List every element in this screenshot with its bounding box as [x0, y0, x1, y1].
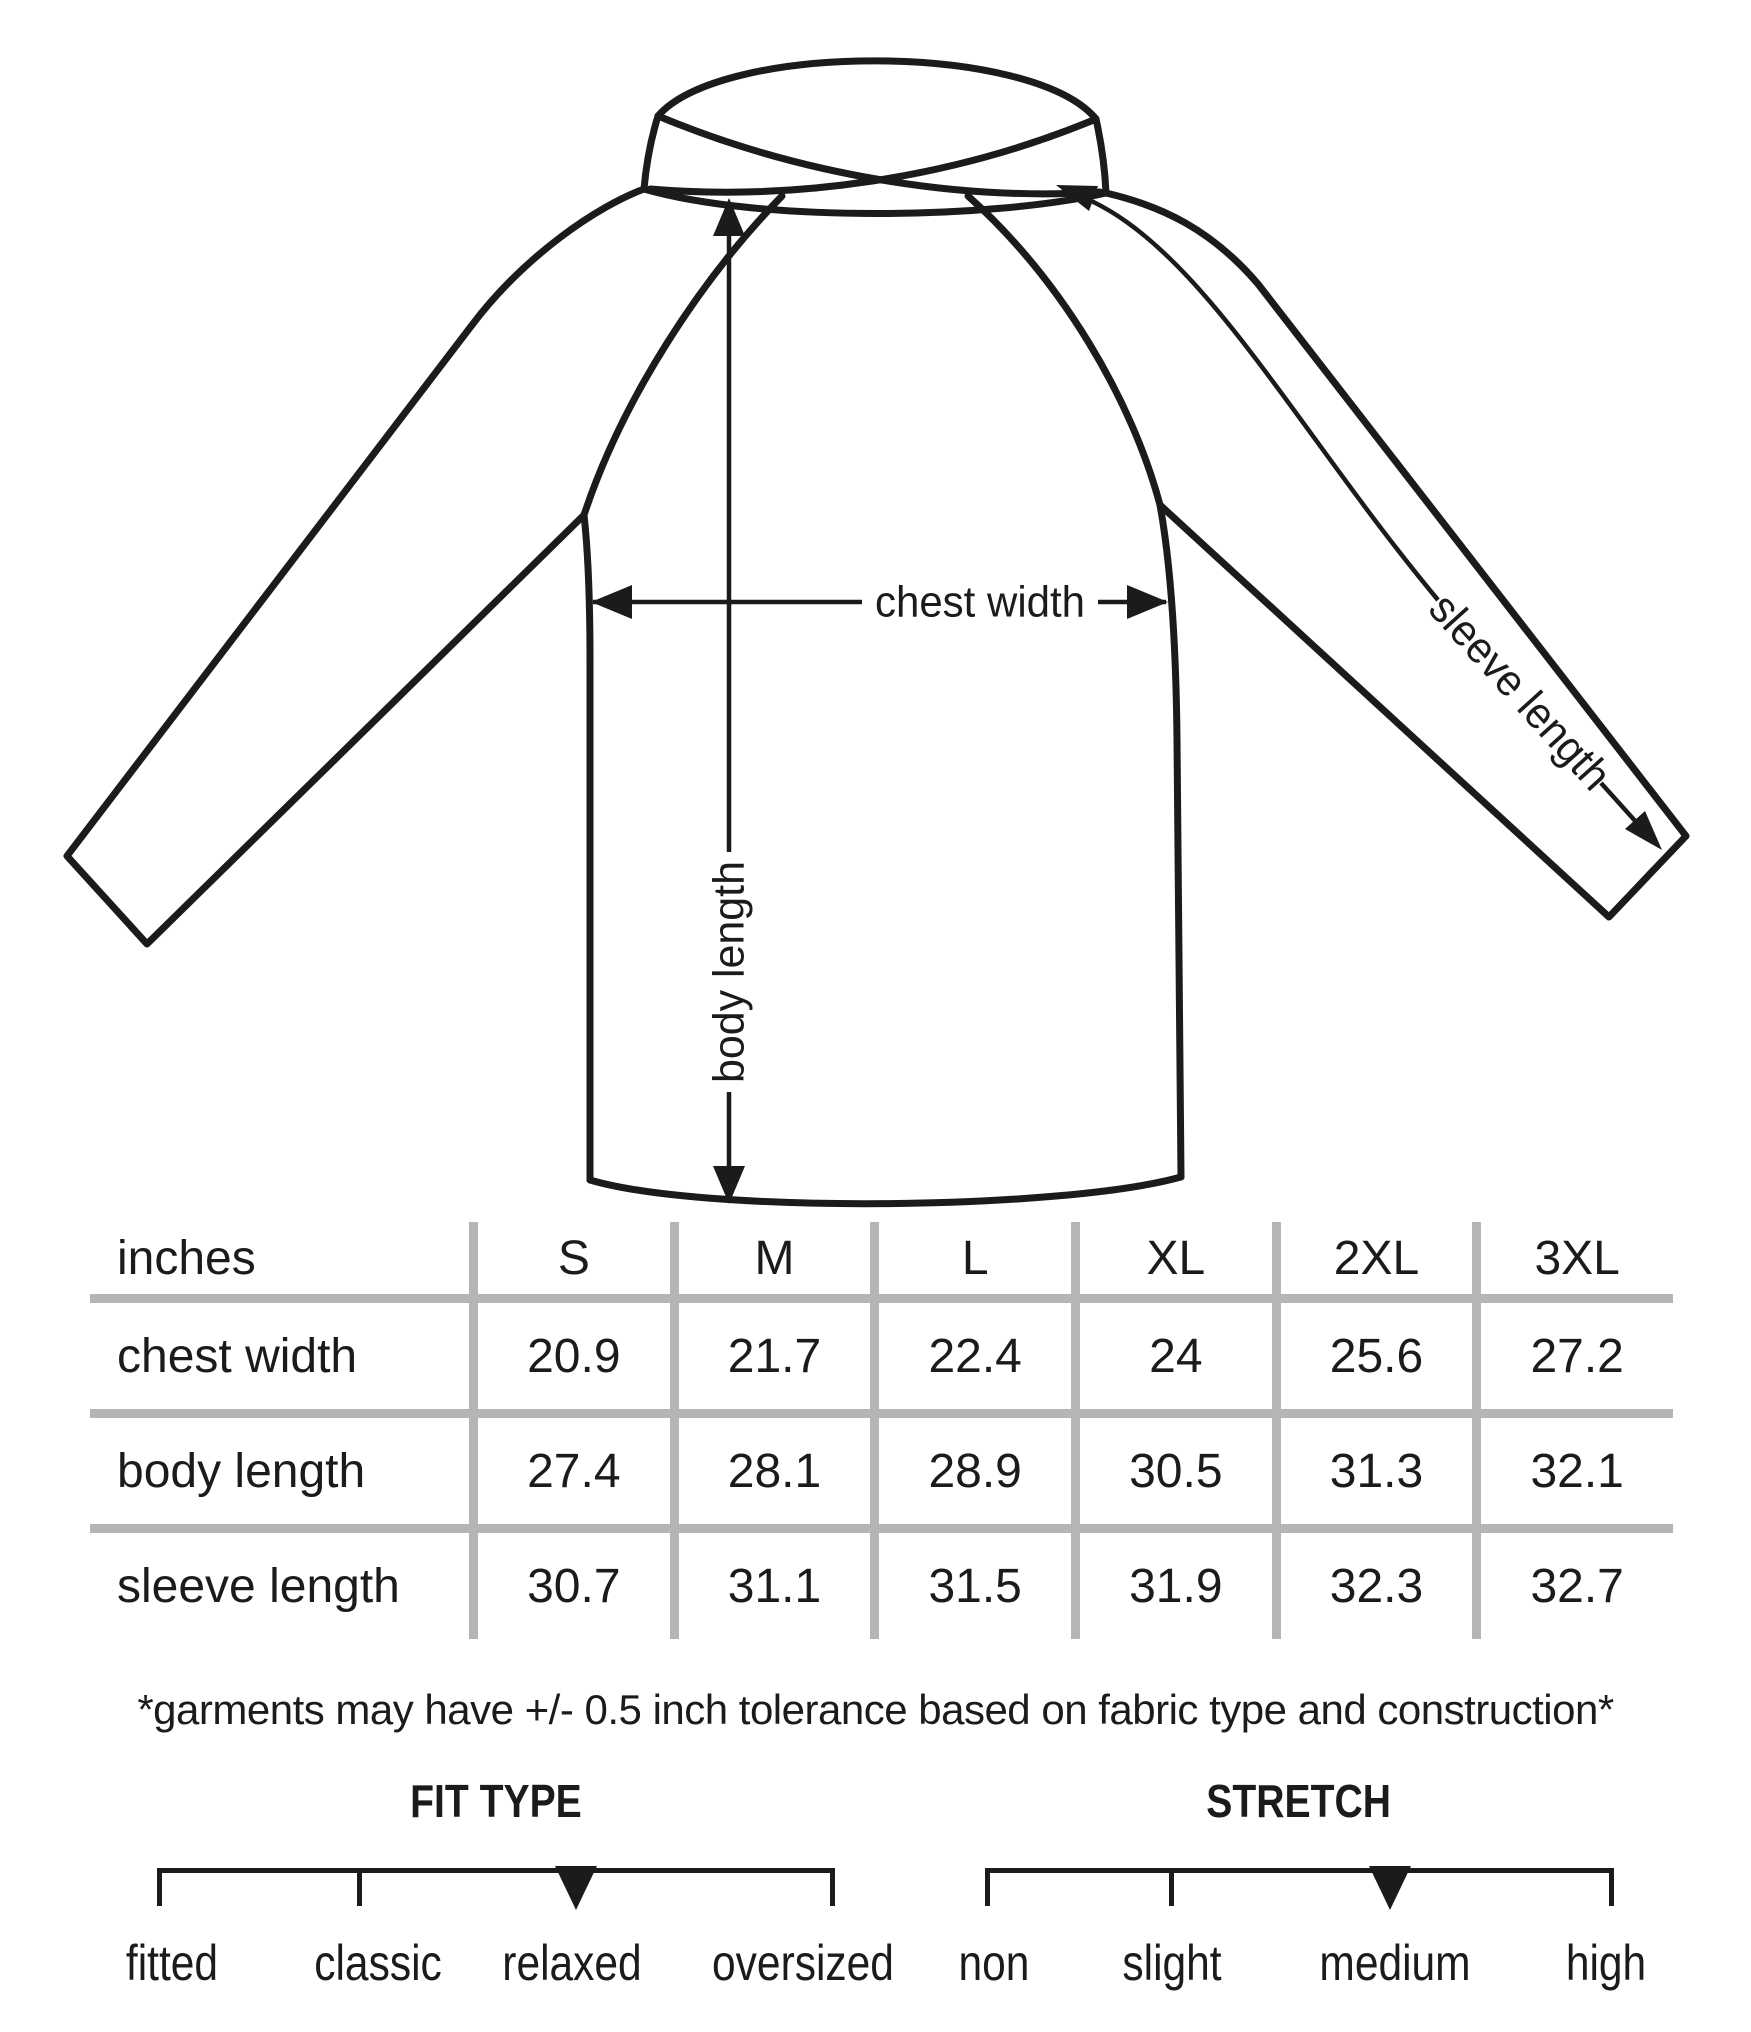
- option-text: high: [1565, 1935, 1647, 1991]
- fit-type-option-oversized: [696, 1934, 910, 1992]
- fit-type-tick-classic: [357, 1868, 362, 1906]
- chest-arrowhead-left: [591, 585, 632, 619]
- stretch-title: [1099, 1774, 1499, 1828]
- col-header-text: 3XL: [1534, 1231, 1620, 1285]
- cell-value: 28.9: [928, 1444, 1022, 1498]
- row-label-text: chest width: [117, 1329, 358, 1383]
- col-header-m: [670, 1222, 871, 1294]
- cell-value: 28.1: [727, 1444, 822, 1498]
- table-cell: [670, 1294, 871, 1409]
- table-cell: [870, 1294, 1071, 1409]
- table-cell: [469, 1409, 670, 1524]
- cell-value: 31.9: [1129, 1559, 1223, 1613]
- cell-value: 20.9: [527, 1329, 621, 1383]
- option-text: fitted: [125, 1935, 219, 1991]
- stretch-option-medium: [1306, 1934, 1484, 1992]
- raglan-seam-right: [968, 196, 1160, 505]
- chest-arrowhead-right: [1127, 585, 1168, 619]
- stretch-option-high: [1559, 1934, 1654, 1992]
- raglan-seam-left: [584, 196, 782, 515]
- table-cell: [1071, 1524, 1272, 1639]
- table-cell: [1272, 1524, 1473, 1639]
- stretch-title-text: STRETCH: [1206, 1775, 1392, 1827]
- cell-value: 31.1: [727, 1559, 822, 1613]
- size-table: [90, 1222, 1673, 1639]
- body-left-edge: [584, 515, 590, 1180]
- row-label-sleeve-length: [90, 1524, 469, 1639]
- left-sleeve: [67, 189, 644, 944]
- fit-type-option-relaxed: [490, 1934, 654, 1992]
- hood-drape-right: [650, 119, 1096, 192]
- hood-top-arc: [658, 61, 1096, 119]
- cell-value: 21.7: [727, 1329, 822, 1383]
- col-header-2xl: [1272, 1222, 1473, 1294]
- col-header-text: S: [557, 1231, 590, 1285]
- hood-right-edge: [1096, 119, 1106, 193]
- cell-value: 30.5: [1129, 1444, 1223, 1498]
- right-sleeve: [1106, 193, 1686, 917]
- table-unit-header: [90, 1222, 469, 1294]
- cell-value: 32.3: [1329, 1559, 1424, 1613]
- col-header-text: L: [961, 1231, 989, 1285]
- col-header-3xl: [1472, 1222, 1673, 1294]
- option-text: relaxed: [502, 1935, 642, 1991]
- option-text: non: [958, 1935, 1030, 1991]
- table-cell: [670, 1409, 871, 1524]
- body-hem: [590, 1177, 1181, 1204]
- stretch-tick-high: [1609, 1868, 1614, 1906]
- col-header-text: XL: [1146, 1231, 1206, 1285]
- stretch-scale-line: [985, 1868, 1614, 1873]
- stretch-marker: [1369, 1866, 1411, 1910]
- cell-value: 22.4: [928, 1329, 1022, 1383]
- sleeve-length-label: sleeve length: [1419, 584, 1630, 810]
- fit-type-tick-fitted: [157, 1868, 162, 1906]
- unit-label: inches: [117, 1231, 256, 1285]
- cell-value: 27.4: [527, 1444, 621, 1498]
- table-cell: [670, 1524, 871, 1639]
- table-cell: [1472, 1294, 1673, 1409]
- cell-value: 31.3: [1329, 1444, 1424, 1498]
- cell-value: 30.7: [527, 1559, 621, 1613]
- table-cell: [870, 1524, 1071, 1639]
- hood-left-edge: [644, 116, 658, 189]
- chest-width-label: chest width: [875, 577, 1085, 627]
- fit-type-title-text: FIT TYPE: [410, 1775, 582, 1827]
- col-header-text: 2XL: [1333, 1231, 1420, 1285]
- fit-type-tick-oversized: [830, 1868, 835, 1906]
- body-right-edge: [1160, 505, 1181, 1177]
- option-text: classic: [314, 1935, 442, 1991]
- cell-value: 27.2: [1530, 1329, 1624, 1383]
- row-label-chest-width: [90, 1294, 469, 1409]
- option-text: slight: [1122, 1935, 1222, 1991]
- fit-type-title: [296, 1774, 696, 1828]
- col-header-s: [469, 1222, 670, 1294]
- stretch-tick-slight: [1169, 1868, 1174, 1906]
- body-length-label: body length: [704, 855, 754, 1083]
- row-label-text: sleeve length: [117, 1559, 400, 1613]
- table-cell: [1472, 1409, 1673, 1524]
- col-header-l: [870, 1222, 1071, 1294]
- col-header-xl: [1071, 1222, 1272, 1294]
- option-text: medium: [1319, 1935, 1471, 1991]
- fit-type-marker: [555, 1866, 597, 1910]
- cell-value: 32.1: [1530, 1444, 1624, 1498]
- fit-type-scale-line: [157, 1868, 835, 1873]
- table-cell: [1071, 1294, 1272, 1409]
- table-cell: [469, 1524, 670, 1639]
- table-cell: [870, 1409, 1071, 1524]
- fit-type-option-fitted: [118, 1934, 226, 1992]
- cell-value: 31.5: [928, 1559, 1022, 1613]
- cell-value: 32.7: [1530, 1559, 1624, 1613]
- col-header-text: M: [754, 1231, 795, 1285]
- table-cell: [1272, 1294, 1473, 1409]
- row-label-text: body length: [117, 1444, 366, 1498]
- row-label-body-length: [90, 1409, 469, 1524]
- table-cell: [1272, 1409, 1473, 1524]
- table-cell: [1472, 1524, 1673, 1639]
- stretch-option-slight: [1114, 1934, 1231, 1992]
- cell-value: 25.6: [1329, 1329, 1424, 1383]
- table-cell: [469, 1294, 670, 1409]
- stretch-tick-non: [985, 1868, 990, 1906]
- option-text: oversized: [712, 1935, 894, 1991]
- stretch-option-non: [952, 1934, 1035, 1992]
- tolerance-note: *garments may have +/- 0.5 inch tolerance based on fabric type and construction*: [137, 1686, 1614, 1733]
- table-cell: [1071, 1409, 1272, 1524]
- fit-type-option-classic: [303, 1934, 453, 1992]
- cell-value: 24: [1149, 1329, 1203, 1383]
